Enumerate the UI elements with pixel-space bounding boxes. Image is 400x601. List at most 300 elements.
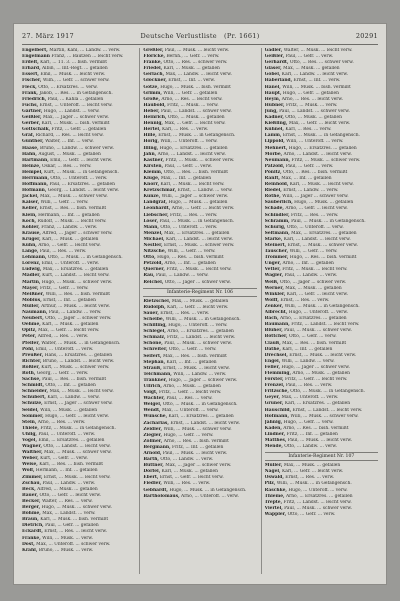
entry-name: Hänel, [264, 84, 281, 90]
entry-name: Werner, [264, 285, 284, 291]
entry-details: Karl, ... Res. ... verw. [283, 127, 332, 133]
entry-details: Karl, ... Musk. ... bish. vermißt [38, 517, 109, 523]
entry-details: Max, ... Unteroff. ... schwer verw. [34, 541, 111, 547]
entry-name: Gruner, [264, 401, 284, 407]
entry-name: Ranft, [264, 175, 280, 181]
entry-name: Vogel, [22, 438, 37, 443]
entry-details: Karl, ... Musk. ... gefallen [160, 469, 218, 475]
entry-name: Kluge, [143, 175, 160, 181]
entry-name: Köhler, [22, 224, 40, 230]
entry-details: Willi, ... Landw. ... verw. [171, 371, 227, 377]
entry-name: Wagner, [22, 444, 42, 450]
entry-details: Willi, ... Gefr. ... verw. [288, 249, 338, 255]
entry-details: Rudolf, ... Musk. ... leicht verw. [36, 218, 107, 224]
entry-details: Hugo, ... Musk. ... schwer verw. [40, 505, 112, 511]
header-title-text: Deutsche Verlustliste [140, 32, 217, 40]
entry-name: Zacharias, [143, 420, 169, 426]
entry-name: Franke, [143, 60, 163, 66]
entry-name: Günther, [22, 139, 44, 145]
entry-name: Dost, [22, 541, 35, 547]
entry-name: Kaden, [264, 425, 282, 431]
entry-details: Fritz, ... Musk. ... leicht verw. [164, 267, 232, 273]
entry-name: Dietrich, [22, 523, 44, 529]
list-item [22, 548, 135, 554]
entry-name: Böttcher, [264, 334, 288, 340]
entry-name: Flemming, [264, 370, 291, 376]
entry-name: Jahn, [143, 151, 157, 157]
entry-details: Ernst, ... Landst. ... leicht verw. [291, 407, 363, 413]
entry-details: Willi, ... Jäger ... schwer verw. [280, 194, 349, 200]
entry-name: Bergmann, [143, 444, 171, 450]
entry-details: Fritz, ... Gefr. ... leicht verw. [283, 377, 348, 383]
entry-details: Arno, ... Landst. ... leicht verw. [156, 151, 226, 157]
entry-name: Büttner, [143, 463, 164, 469]
entry-details: Otto, ... Gefr. ... verw. [286, 511, 336, 517]
entry-details: Alfred, ... Res. ... verw. [36, 334, 89, 340]
entry-name: Kühnel, [264, 127, 284, 133]
entry-details: Karl, ... Musk. ... gefallen [40, 322, 99, 328]
entry-details: Max, ... Musk. ... gefallen [170, 298, 229, 304]
entry-name: Schulze, [22, 401, 43, 407]
entry-details: Fritz, ... Gefr. ... gefallen [50, 127, 107, 133]
entry-name: Müller, [264, 463, 283, 469]
entry-details: Fritz, ... Musk. ... verw. [165, 102, 219, 108]
entry-details: Max, ... Musk. ... leicht verw. [48, 389, 114, 395]
entry-name: Schubert, [22, 395, 46, 401]
entry-name: Erdelt, [22, 60, 39, 66]
entry-details: Otto, ... Jäger ... schwer verw. [278, 279, 347, 285]
entry-details: Albin, ... Inf.-Regt. ... gefallen [40, 66, 108, 72]
entry-name: Wolf, [22, 468, 35, 474]
entry-details: Karl, ... Landst. ... leicht verw. [282, 236, 351, 242]
entry-details: Fritz, ... Musk. ... verw. [284, 102, 338, 108]
entry-name: Clauß, [264, 340, 281, 346]
entry-name: Drechsel, [264, 352, 288, 358]
entry-name: Herrmann, [22, 175, 49, 181]
entry-name: Kästner, [143, 157, 164, 163]
entry-details: Paul, ... Musk. ... schwer verw. [282, 328, 352, 334]
entry-details: Otto, ... Landw. ... verw. [158, 457, 214, 463]
entry-name: Seifert, [143, 353, 162, 359]
entry-details: Paul, ... Musk. ... leicht verw. [286, 438, 353, 443]
entry-name: Möbius, [22, 297, 42, 303]
entry-name: Schurig, [264, 224, 286, 230]
entry-name: Richter, [22, 358, 42, 364]
entry-name: Pohl, [22, 346, 35, 352]
entry-details: Karl, ... Ersatzres. ... gefallen [167, 414, 234, 420]
entry-name: Gebhardt, [143, 487, 168, 493]
entry-name: Arnold, [143, 451, 162, 456]
entry-details: Emil, ... Unteroff. ... verw. [34, 346, 94, 352]
entry-details: Hugo, ... Gefr. ... gefallen [281, 90, 339, 96]
entry-details: Ernst, ... Inf. ... gefallen [41, 297, 96, 303]
entry-name: Lorenz, [22, 261, 41, 267]
entry-details: Emil, ... Ersatzres. ... gefallen [37, 438, 105, 443]
entry-name: Förster, [264, 377, 284, 383]
entry-name: Friedrich, [22, 96, 47, 102]
entry-details: Ernst, ... Gefr. ... leicht verw. [158, 475, 224, 481]
entry-name: Glöckner, [143, 78, 167, 84]
entry-name: Petzold, [143, 261, 164, 267]
entry-details: Fritz, ... Landst. ... leicht verw. [165, 335, 236, 341]
entry-name: Schilling, [143, 323, 167, 329]
entry-name: Geyer, [264, 395, 281, 401]
entry-name: Rößler, [22, 364, 40, 370]
entry-name: Klein, [22, 212, 37, 218]
entry-name: Peter, [22, 334, 37, 340]
entry-details: Arno, ... Landst. ... leicht verw. [282, 151, 352, 157]
entry-name: Pilz, [264, 481, 276, 487]
entry-name: Ullrich, [143, 383, 162, 389]
entry-details: Franz, ... Bautzen ... leicht verw. [49, 54, 124, 60]
entry-details: Otto, ... Unteroff. ... verw. [158, 224, 218, 230]
entry-name: Keller, [22, 206, 39, 212]
entry-details: Max, ... Landst. ... verw. [40, 511, 96, 517]
entry-name: Seltmann, [264, 230, 290, 236]
entry-name: Bauer, [22, 492, 39, 498]
entry-name: Pfeifer, [22, 340, 40, 346]
entry-name: Reinhold, [264, 182, 289, 188]
entry-details: Max, ... Ersatzres. ... gefallen [162, 230, 230, 236]
entry-name: Engelbert, [22, 48, 48, 53]
entry-details: Karl, ... Landw. ... verw. [45, 395, 100, 401]
entry-details: Willi, ... Musk. ... schwer verw. [289, 413, 359, 419]
entry-name: Erhard, [22, 66, 41, 72]
list-item [265, 444, 378, 450]
entry-name: Wolff, [264, 297, 279, 303]
entry-name: Lehmann, [22, 255, 47, 261]
entry-name: Wendt, [143, 408, 161, 414]
entry-name: Winkler, [264, 291, 286, 297]
entry-details: Max, ... Inf. ... gefallen [159, 175, 212, 181]
entry-details: Ernst, ... Musk. ... schwer verw. [286, 243, 358, 248]
entry-name: Stephan, [143, 359, 166, 365]
entry-details: Karl, ... Musk. ... leicht verw. [288, 182, 354, 188]
entry-details: Willi, ... Res. ... verw. [161, 481, 211, 487]
entry-name: Flöricke, [143, 54, 166, 60]
entry-name: Berger, [22, 505, 41, 511]
entry-details: Fritz, ... Gefr. ... leicht verw. [157, 390, 222, 396]
entry-name: Zöllner, [143, 438, 163, 444]
entry-name: Barth, [143, 457, 159, 463]
entry-name: Fleck, [22, 84, 37, 90]
entry-details: Willi, ... Musk. ... in Gefangensch. [164, 316, 241, 322]
entry-name: Sachse, [22, 377, 41, 383]
column-1 [22, 48, 135, 574]
entry-name: Krause, [22, 230, 41, 236]
entry-name: Grimm, [143, 90, 162, 96]
entry-details: Georg, ... Gefr. ... verw. [35, 370, 89, 376]
entry-details: Fritz, ... Musk. ... leicht verw. [280, 267, 348, 273]
entry-name: Frank, [22, 90, 38, 96]
entry-name: Geißler, [264, 54, 285, 60]
page-header [22, 30, 378, 45]
entry-details: Emil, ... Musk. ... leicht verw. [38, 72, 106, 78]
entry-name: Kießling, [264, 121, 288, 127]
entry-name: Martin, [22, 279, 41, 285]
entry-details: Ernst, ... Landw. ... verw. [176, 188, 233, 194]
entry-name: Teichmann, [143, 371, 172, 377]
entry-details: Willi, ... Gefr. ... verw. [166, 249, 216, 255]
entry-details: Wilh., ... Gefr. ... schwer verw. [41, 78, 110, 84]
entry-details: Fritz, ... Res. ... verw. [168, 212, 218, 218]
entry-details: Walter, ... Inf. ... verw. [43, 139, 94, 145]
entry-details: Karl, ... 11. 3. ... bish. vermißt [38, 60, 107, 66]
entry-name: Wagler, [264, 273, 284, 279]
entry-details: Otto, ... Musk. ... gefallen [283, 115, 342, 121]
entry-details: Ernst, ... Musk. ... schwer verw. [162, 243, 235, 248]
entry-name: Sauer, [143, 310, 159, 316]
entry-details: Max, ... Musk. ... gefallen [283, 285, 342, 291]
entry-name: Steinert, [264, 243, 287, 248]
entry-details: Paul, ... Landw. ... verw. [41, 480, 96, 486]
entry-name: Oswald, [264, 475, 284, 481]
entry-name: Opitz, [22, 328, 37, 334]
entry-details: Max, ... Inf. ... gefallen [279, 175, 332, 181]
entry-details: Karl, ... Musk. ... gefallen [40, 236, 99, 242]
entry-details: Fritz, ... Landst. ... leicht verw. [282, 499, 352, 505]
entry-details: Otto, ... Res. ... bish. vermißt [162, 169, 229, 175]
entry-name: Rudolph, [143, 304, 166, 310]
entry-name: Unger, [264, 261, 282, 267]
entry-details: Oskar, ... Res. ... verw. [40, 163, 92, 169]
entry-name: Reichel, [143, 279, 164, 285]
entry-name: Schneider, [22, 389, 49, 395]
entry-name: Hübner, [264, 102, 285, 108]
entry-name: Zenker, [264, 303, 284, 309]
entry-details: Paul, ... Musk. ... schwer verw. [162, 341, 232, 347]
entry-details: Otto, ... Res. ... schwer verw. [288, 60, 354, 66]
entry-details: Hugo, ... Ersatzres. ... gefallen [287, 145, 357, 151]
entry-details: Hugo, ... Unteroff. ... verw. [166, 323, 228, 329]
entry-details: Otto, ... Gefr. ... verw. [287, 334, 337, 340]
entry-name: Fuchs, [22, 102, 39, 108]
entry-details: Ernst, ... Res. ... verw. [283, 475, 335, 481]
entry-name: Frenzel, [264, 383, 285, 389]
entry-details: Willi, ... Musk. ... in Gefangensch. [283, 303, 360, 309]
entry-details: Emil, ... Gefr. ... leicht verw. [48, 157, 113, 163]
entry-details: Franz, ... Landw. ... verw. [39, 224, 98, 230]
entry-name: Blüher, [264, 328, 283, 334]
entry-details: Kurt, ... Musk. ... in Gefangensch. [42, 169, 119, 175]
entry-details: Hugo, ... Musk. ... schwer verw. [40, 279, 113, 285]
entry-details: Ernst, ... Res. ... bish. vermißt [38, 206, 107, 212]
entry-details: Otto, ... Res. ... schwer verw. [162, 60, 228, 66]
header-date: 27. März 1917 [22, 32, 74, 40]
entry-name: Gottschalk, [22, 127, 51, 133]
entry-name: Thiele, [22, 425, 39, 431]
entry-details: Willi, ... Musk. ... schwer verw. [162, 426, 232, 432]
entry-name: Hartmann, [22, 157, 49, 163]
entry-details: Hugo, ... Musk. ... gefallen [292, 200, 354, 206]
entry-details: Max, ... Unteroff. ... verw. [280, 395, 339, 401]
entry-details: Kurt, ... Musk. ... schwer verw. [39, 364, 110, 370]
entry-name: Mörbe, [264, 151, 283, 157]
entry-details: Willi, ... Musk. ... in Gefangensch. [275, 481, 352, 487]
entry-name: Scheibe, [143, 316, 165, 322]
entry-details: Martin, Kahl, ... Landw. ... verw. [47, 48, 121, 53]
entry-name: Kunze, [143, 194, 161, 200]
entry-details: Max, ... Res. ... bish. vermißt [161, 353, 227, 359]
entry-details: Max, ... Musk. ... schwer verw. [38, 194, 108, 200]
entry-details: Ernst, ... Jäger ... schwer verw. [42, 401, 113, 407]
entry-details: Kurt, ... Landst. ... leicht verw. [40, 273, 110, 279]
entry-name: Hauschild, [264, 407, 292, 413]
entry-name: Greßler, [143, 48, 164, 53]
entry-details: Paul, ... Musk. ... leicht verw. [163, 48, 230, 53]
entry-details: Hugo, ... Unteroff. ... verw. [287, 310, 349, 316]
entry-name: Dörfel, [143, 469, 161, 475]
entry-details: Arno, ... Inf. ... gefallen [163, 261, 216, 267]
entry-details: Karl, ... Gefr. ... leicht verw. [165, 304, 229, 310]
entry-details: Ernst, ... Res. ... leicht verw. [42, 529, 107, 535]
entry-name: Wappler, [264, 511, 287, 517]
entry-details: Ernst, ... Res. ... verw. [278, 297, 330, 303]
entry-details: Otto, ... Musk. ... in Gefangensch. [288, 389, 365, 395]
entry-name: Heinze, [22, 163, 41, 169]
entry-details: Otto, ... Gefr. ... verw. [167, 347, 217, 353]
entry-name: Koch, [22, 218, 37, 224]
entry-details: Max, ... Musk. ... gefallen [281, 66, 340, 72]
header-issue: (Pr. 1661) [224, 32, 260, 40]
entry-details: Paul, ... Res. ... verw. [284, 383, 333, 389]
entry-name: Hahn, [22, 151, 37, 157]
entry-name: Hertel, [143, 127, 161, 133]
entry-name: Matthes, [264, 438, 287, 443]
entry-details: Paul, ... Gefr. ... verw. [284, 54, 334, 60]
entry-details: Karl, ... Res. ... verw. [160, 127, 209, 133]
entry-details: Richard, ... Res. ... leicht verw. [34, 133, 104, 139]
entry-details: Ernst, ... Landw. ... verw. [281, 188, 339, 194]
entry-details: Otto, ... Unteroff. ... verw. [285, 224, 344, 230]
entry-name: Zeidler, [143, 426, 163, 432]
entry-name: Feller, [264, 364, 280, 370]
entry-details: Karl, ... Gefr. ... leicht verw. [285, 291, 348, 297]
entry-details: Otto, ... Jäger ... schwer verw. [43, 316, 112, 322]
entry-details: Ernst, ... Musk. ... leicht verw. [42, 474, 111, 480]
entry-details: Fritz, ... Musk. ... schwer verw. [290, 157, 361, 163]
entry-details: Max, ... Musk. ... gefallen [282, 463, 341, 469]
entry-name: Pönitz, [264, 169, 282, 175]
entry-details: Hugo, ... Jäger ... schwer verw. [279, 364, 350, 370]
entry-name: Leonhardt, [143, 206, 171, 212]
entry-details: Max, ... Unteroff. ... verw. [160, 408, 219, 414]
entry-name: Becker, [22, 498, 41, 504]
entry-name: Haberland, [264, 78, 293, 84]
entry-details: Max, ... Res. ... bish. vermißt [280, 340, 347, 346]
entry-details: Paul, ... Unteroff. ... verw. [36, 431, 96, 437]
entry-details: Max, ... Landw. ... leicht verw. [164, 72, 232, 78]
entry-name: Gerhardt, [264, 60, 289, 66]
entry-name: Tränkner, [143, 377, 168, 383]
entry-details: Ernst, ... Landst. ... leicht verw. [168, 420, 241, 426]
entry-name: Müller, [22, 303, 40, 309]
section-heading: Infanterie-Regiment Nr. 107 [265, 452, 378, 461]
entry-name: Fischer, [22, 78, 42, 84]
entry-name: Weigel, [143, 402, 162, 408]
entry-name: Michael, [143, 236, 165, 242]
entry-name: Viertel, [264, 505, 283, 511]
entry-details: Arno, ... Res. ... leicht verw. [159, 96, 223, 102]
entry-name: Haubold, [143, 102, 166, 108]
entry-name: Nitzsche, [143, 249, 167, 255]
entry-name: Braun, [22, 517, 39, 523]
entry-details: Paul, ... Musk. ... leicht verw. [161, 451, 228, 456]
entry-details: Walter, ... Res. ... verw. [40, 498, 93, 504]
entry-details: Arno, ... Res. ... verw. [36, 419, 86, 425]
entry-details: Arno, ... Musk. ... gefallen [161, 383, 221, 389]
entry-name: Stein, [22, 419, 37, 425]
entry-name: Hille, [143, 133, 157, 139]
entry-details: Willi, ... Musk. ... bish. vermißt [280, 84, 351, 90]
entry-name: Gerlach, [143, 72, 165, 78]
entry-name: Große, [143, 96, 160, 102]
entry-name: Raschke, [264, 487, 287, 493]
entry-name: Ebert, [143, 475, 159, 481]
entry-details: Alfred, ... Jäger ... schwer verw. [40, 230, 113, 236]
newspaper-page [14, 24, 386, 584]
entry-details: Otto, ... Landst. ... leicht verw. [41, 444, 111, 450]
entry-details: Willi, ... Jäger ... schwer verw. [160, 194, 229, 200]
entry-details: Otto, ... Musk. ... in Gefangensch. [46, 255, 123, 261]
entry-details: Fritz, ... Inf. ... gefallen [285, 431, 338, 437]
entry-details: Ernst, ... Musk. ... in Gefangensch. [156, 133, 236, 139]
entry-details: Ernst, ... Unteroff. ... leicht verw. [38, 102, 113, 108]
entry-name: Gärtner, [22, 108, 43, 114]
entry-name: Lindner, [264, 431, 286, 437]
entry-details: Hugo, ... Musk. ... in Gefangensch. [167, 487, 247, 493]
entry-details: Max, ... Gefr. ... leicht verw. [287, 121, 351, 127]
section-heading: Infanterie-Regiment Nr. 106 [143, 288, 256, 297]
entry-name: Mayer, [22, 285, 39, 291]
entry-details: Max, ... Musk. ... schwer verw. [42, 450, 112, 456]
entry-details: Ernst, ... Inf. ... verw. [166, 78, 216, 84]
entry-name: Mende, [264, 444, 283, 450]
entry-name: Haupt, [264, 90, 282, 96]
entry-details: Hugo, ... Musk. ... gefallen [167, 200, 228, 206]
entry-details: Hugo, ... Res. ... bish. vermißt [155, 255, 224, 261]
entry-name: Wächter, [143, 396, 165, 402]
entry-details: Fritz, ... Gefr. ... verw. [38, 285, 89, 291]
entry-details: Max, ... Jäger ... schwer verw. [41, 115, 109, 121]
entry-details: Otto, ... Gefr. ... leicht verw. [38, 492, 102, 498]
entry-name: Uhlig, [22, 431, 37, 437]
entry-name: Hofmann, [264, 413, 290, 419]
entry-name: Bartholomäus, [143, 493, 180, 499]
entry-name: Jähnig, [264, 419, 283, 425]
column-3 [261, 48, 378, 574]
entry-details: Hugo, ... Unteroff. ... verw. [286, 487, 348, 493]
entry-details: Willi, ... Landw. ... verw. [280, 358, 335, 364]
entry-name: Schmalz, [143, 335, 166, 341]
entry-name: Voigt, [143, 390, 158, 396]
entry-details: Karl, ... Landst. ... leicht verw. [164, 236, 233, 242]
entry-name: Kühn, [22, 243, 37, 248]
entry-details: Willi, ... Gefr. ... gefallen [161, 90, 218, 96]
list-item [265, 512, 378, 518]
entry-name: Mehnert, [264, 145, 288, 151]
entry-name: Gerber, [22, 121, 41, 127]
entry-name: Landgraf, [143, 200, 168, 206]
entry-details: Otto, ... Jäger ... schwer verw. [163, 279, 231, 285]
entry-details: Paul, ... Landst. ... schwer verw. [277, 108, 350, 114]
entry-details: Emil, ... Unteroff. ... verw. [40, 261, 100, 267]
entry-details: Karl, ... Musk. ... leicht verw. [159, 182, 225, 188]
entry-name: Nestler, [143, 243, 163, 248]
entry-name: Kirsten, [143, 163, 164, 169]
entry-details: Max, ... Gefr. ... leicht verw. [36, 328, 100, 334]
entry-details: Alfred, ... Musk. ... gefallen [35, 486, 98, 492]
